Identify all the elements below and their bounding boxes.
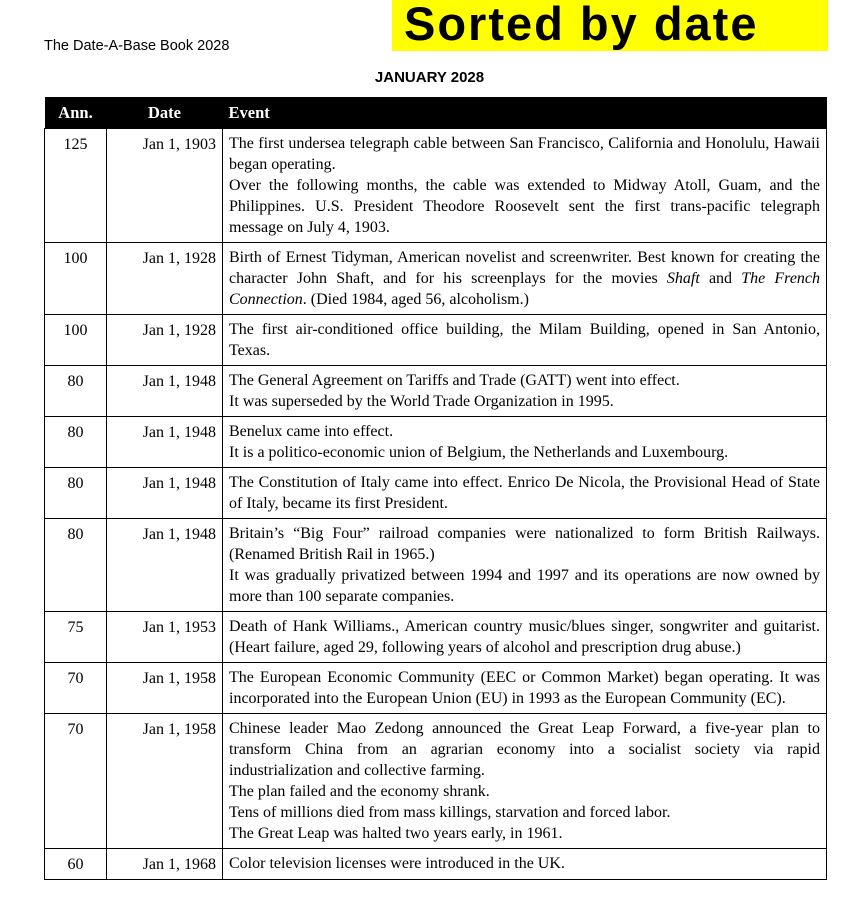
table-header-row [45,97,827,129]
event-line: Color television licenses were introduced in the UK. [229,855,565,872]
anniversary-cell: 60 [45,849,107,880]
date-cell: Jan 1, 1958 [107,663,223,714]
event-line: Death of Hank Williams., American country music/blues singer, songwriter and guitarist. (Heart failure, aged 29, following years of alcohol and prescription drug abuse.) [229,618,820,656]
date-cell: Jan 1, 1953 [107,612,223,663]
events-table [44,97,827,880]
event-line: It was gradually privatized between 1994 and 1997 and its operations are now owned by more than 100 separate companies. [229,567,820,605]
anniversary-cell: 100 [45,315,107,366]
event-cell [223,849,827,880]
anniversary-cell: 75 [45,612,107,663]
event-cell [223,714,827,849]
event-line: The General Agreement on Tariffs and Trade (GATT) went into effect. [229,372,680,389]
anniversary-cell: 80 [45,417,107,468]
anniversary-cell: 70 [45,663,107,714]
event-cell [223,243,827,315]
date-cell: Jan 1, 1958 [107,714,223,849]
date-cell: Jan 1, 1948 [107,366,223,417]
anniversary-cell: 80 [45,468,107,519]
event-cell [223,519,827,612]
table-row [45,519,827,612]
table-row [45,468,827,519]
event-line: Tens of millions died from mass killings, starvation and forced labor. [229,804,671,821]
anniversary-cell: 100 [45,243,107,315]
date-cell: Jan 1, 1948 [107,468,223,519]
date-cell: Jan 1, 1928 [107,315,223,366]
event-line: Chinese leader Mao Zedong announced the Great Leap Forward, a five-year plan to transform China from an agrarian economy into a socialist society via rapid industrialization and collective farming. [229,720,820,779]
event-text: and [699,270,742,287]
anniversary-cell: 80 [45,519,107,612]
event-text: Birth of Ernest Tidyman, American novelist and screenwriter. Best known for creating the character John Shaft, and for his screenplays for the movies [229,249,820,287]
event-line: The Great Leap was halted two years early, in 1961. [229,825,563,842]
event-line: It is a politico-economic union of Belgium, the Netherlands and Luxembourg. [229,444,729,461]
event-cell [223,417,827,468]
event-line: The first air-conditioned office building, the Milam Building, opened in San Antonio, Texas. [229,321,820,359]
sort-banner [392,0,828,51]
event-line: It was superseded by the World Trade Organization in 1995. [229,393,614,410]
table-row [45,129,827,243]
table-row [45,366,827,417]
event-line: Benelux came into effect. [229,423,394,440]
event-line: The European Economic Community (EEC or Common Market) began operating. It was incorporated into the European Union (EU) in 1993 as the European Community (EC). [229,669,820,707]
anniversary-cell: 125 [45,129,107,243]
table-row [45,663,827,714]
anniversary-cell: 70 [45,714,107,849]
event-cell [223,663,827,714]
event-cell [223,129,827,243]
event-cell [223,315,827,366]
column-header-date: Date [107,97,223,129]
date-cell: Jan 1, 1948 [107,417,223,468]
book-title: The Date-A-Base Book 2028 [44,38,230,54]
date-cell: Jan 1, 1903 [107,129,223,243]
column-header-ann: Ann. [45,97,107,129]
table-row [45,714,827,849]
table-row [45,315,827,366]
movie-title: The French Connection [229,270,821,308]
table-row [45,417,827,468]
month-heading: JANUARY 2028 [374,69,485,86]
date-cell: Jan 1, 1948 [107,519,223,612]
event-text: . (Died 1984, aged 56, alcoholism.) [302,291,529,308]
event-cell [223,612,827,663]
event-line: Over the following months, the cable was extended to Midway Atoll, Guam, and the Philippines. U.S. President Theodore Roosevelt sent the first trans-pacific telegraph message on July 4, 1903. [229,177,820,236]
date-cell: Jan 1, 1928 [107,243,223,315]
event-cell [223,468,827,519]
event-line: The plan failed and the economy shrank. [229,783,490,800]
event-line: Britain’s “Big Four” railroad companies were nationalized to form British Railways. (Renamed British Rail in 1965.) [229,525,820,563]
sort-banner-text: Sorted by date [404,0,759,50]
event-line: The first undersea telegraph cable between San Francisco, California and Honolulu, Hawaii began operating. [229,135,820,173]
table-row [45,243,827,315]
movie-title: Shaft [666,270,700,287]
table-row [45,849,827,880]
anniversary-cell: 80 [45,366,107,417]
date-cell: Jan 1, 1968 [107,849,223,880]
event-cell [223,366,827,417]
column-header-event: Event [223,97,827,129]
event-line: The Constitution of Italy came into effect. Enrico De Nicola, the Provisional Head of State of Italy, became its first President. [229,474,820,512]
table-row [45,612,827,663]
